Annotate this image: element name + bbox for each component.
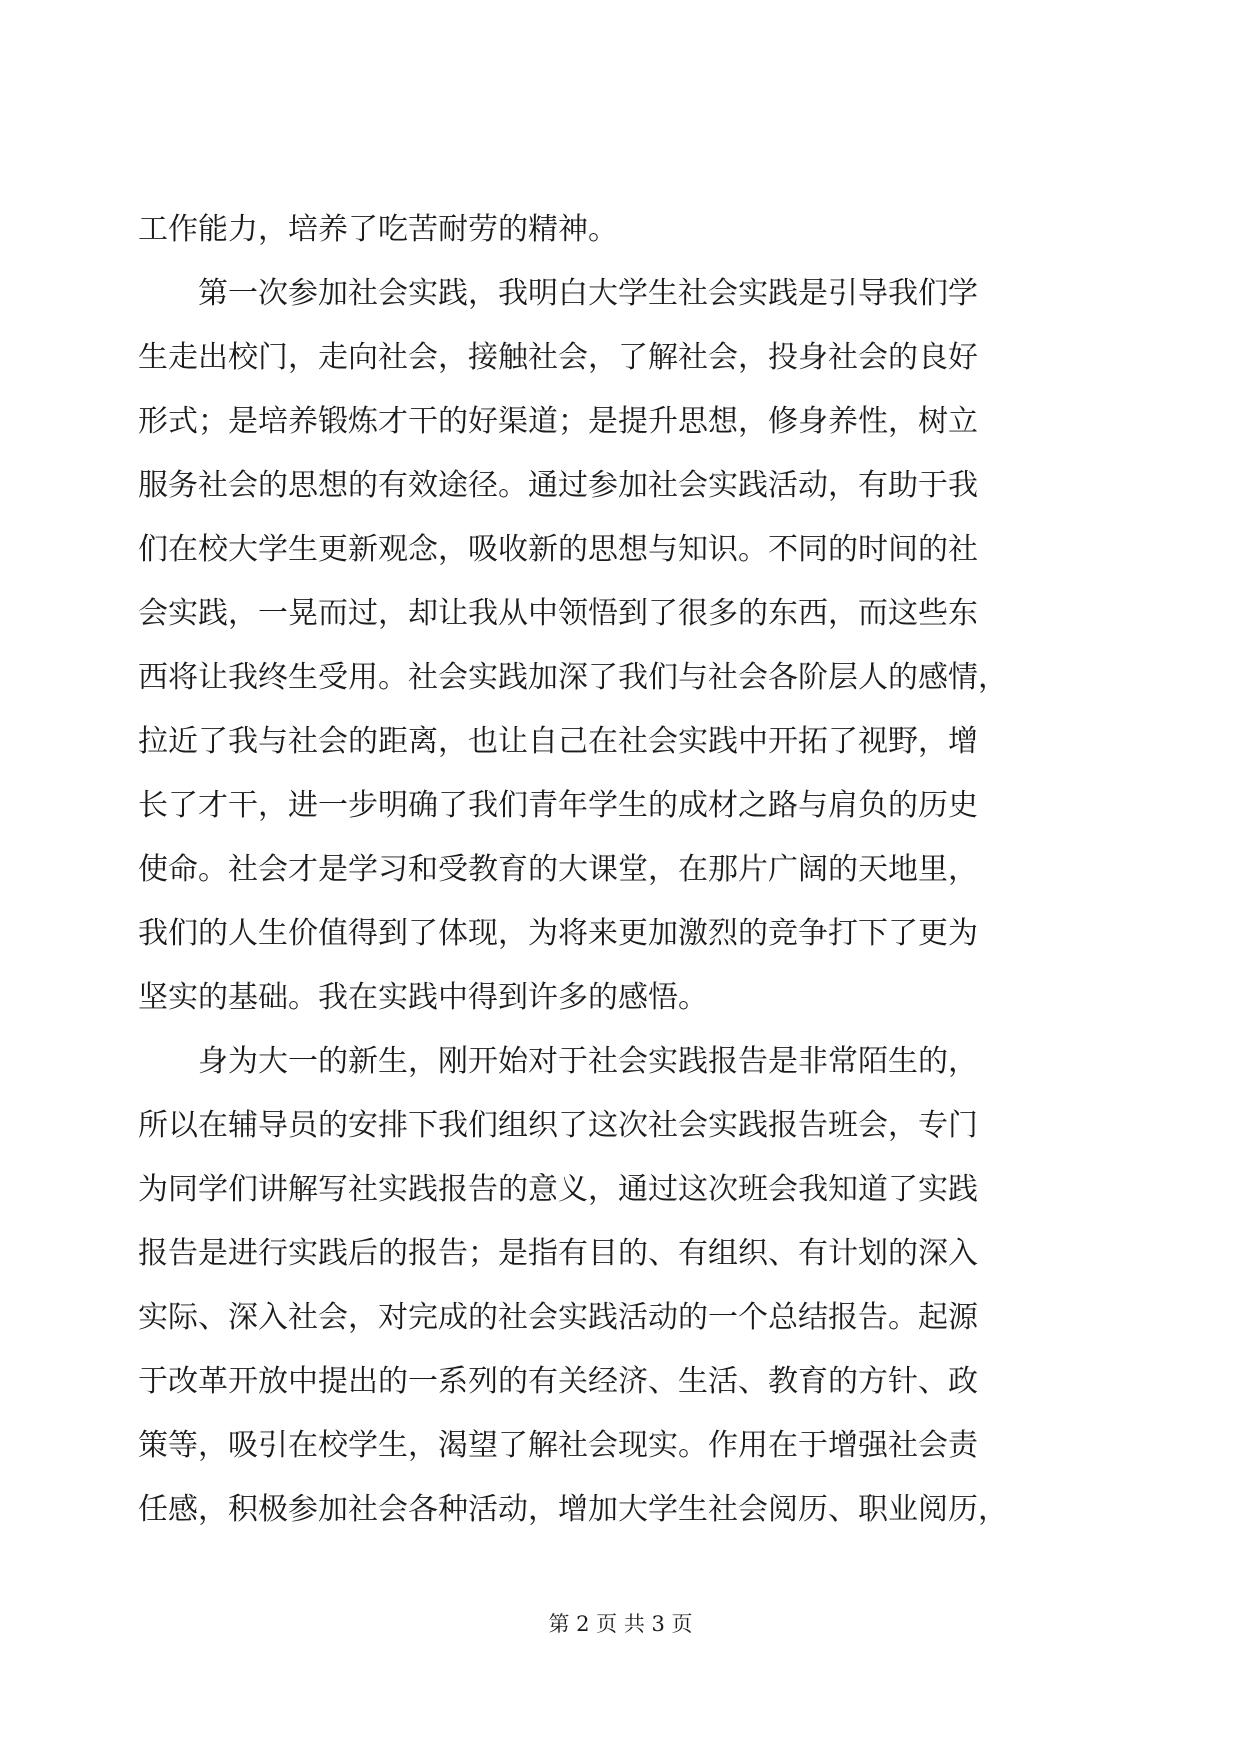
text-line: 实际、深入社会，对完成的社会实践活动的一个总结报告。起源 [138, 1300, 978, 1335]
text-line: 我们的人生价值得到了体现，为将来更加激烈的竞争打下了更为 [138, 916, 978, 951]
text-line: 西将让我终生受用。社会实践加深了我们与社会各阶层人的感情， [138, 660, 1008, 695]
text-line: 生走出校门，走向社会，接触社会，了解社会，投身社会的良好 [138, 340, 978, 375]
text-line: 策等，吸引在校学生，渴望了解社会现实。作用在于增强社会责 [138, 1428, 978, 1463]
text-line: 使命。社会才是学习和受教育的大课堂，在那片广阔的天地里， [138, 852, 978, 887]
text-line: 拉近了我与社会的距离，也让自己在社会实践中开拓了视野，增 [138, 724, 978, 759]
text-line: 长了才干，进一步明确了我们青年学生的成材之路与肩负的历史 [138, 788, 978, 823]
text-line: 于改革开放中提出的一系列的有关经济、生活、教育的方针、政 [138, 1364, 978, 1399]
text-line: 任感，积极参加社会各种活动，增加大学生社会阅历、职业阅历， [138, 1492, 1008, 1527]
text-line: 坚实的基础。我在实践中得到许多的感悟。 [138, 980, 708, 1015]
text-line: 服务社会的思想的有效途径。通过参加社会实践活动，有助于我 [138, 468, 978, 503]
text-line: 所以在辅导员的安排下我们组织了这次社会实践报告班会，专门 [138, 1108, 978, 1143]
text-line: 第一次参加社会实践，我明白大学生社会实践是引导我们学 [138, 276, 978, 311]
text-line: 报告是进行实践后的报告；是指有目的、有组织、有计划的深入 [138, 1236, 978, 1271]
text-line: 形式；是培养锻炼才干的好渠道；是提升思想，修身养性，树立 [138, 404, 978, 439]
text-line: 工作能力，培养了吃苦耐劳的精神。 [138, 212, 618, 247]
text-line: 身为大一的新生，刚开始对于社会实践报告是非常陌生的， [138, 1044, 978, 1079]
text-line: 们在校大学生更新观念，吸收新的思想与知识。不同的时间的社 [138, 532, 978, 567]
text-line: 为同学们讲解写社实践报告的意义，通过这次班会我知道了实践 [138, 1172, 978, 1207]
text-line: 会实践，一晃而过，却让我从中领悟到了很多的东西，而这些东 [138, 596, 978, 631]
page-number-footer: 第 2 页 共 3 页 [548, 1612, 693, 1636]
